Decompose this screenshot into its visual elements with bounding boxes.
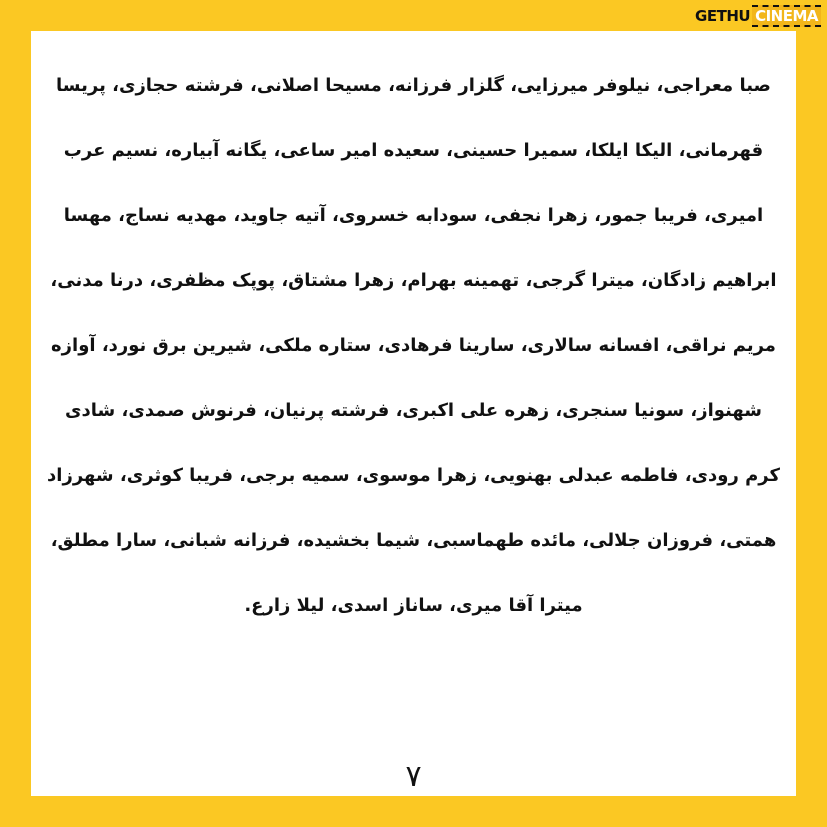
names-line: صبا معراجی، نیلوفر میرزایی، گلزار فرزانه، مسیحا اصلانی، فرشته حجازی، پریسا — [56, 74, 771, 96]
names-line: امیری، فریبا جمور، زهرا نجفی، سودابه خسروی، آتیه جاوید، مهدیه نساج، مهسا — [63, 204, 764, 226]
names-line: شهنواز، سونیا سنجری، زهره علی اکبری، فرشته پرنیان، فرنوش صمدی، شادی — [65, 399, 762, 421]
names-line: ابراهیم زادگان، میترا گرجی، تهمینه بهرام، زهرا مشتاق، پوپک مظفری، درنا مدنی، — [50, 269, 777, 291]
names-line: مریم نراقی، افسانه سالاری، سارینا فرهادی، ستاره ملکی، شیرین برق نورد، آوازه — [51, 334, 776, 356]
content-card — [31, 31, 796, 796]
brand-logo-part2: CINEMA — [752, 5, 821, 27]
brand-logo — [695, 6, 821, 26]
names-line: قهرمانی، الیکا ایلکا، سمیرا حسینی، سعیده امیر ساعی، یگانه آبیاره، نسیم عرب — [63, 139, 764, 161]
page-number: ۷ — [405, 759, 422, 794]
names-line: کرم رودی، فاطمه عبدلی بهنویی، زهرا موسوی، سمیه برجی، فریبا کوثری، شهرزاد — [47, 464, 780, 486]
brand-logo-part1: GETHU — [695, 7, 751, 25]
names-paragraph — [45, 37, 782, 655]
names-line: میترا آقا میری، ساناز اسدی، لیلا زارع. — [244, 594, 583, 616]
names-line: همتی، فروزان جلالی، مائده طهماسبی، شیما بخشیده، فرزانه شبانی، سارا مطلق، — [50, 529, 777, 551]
